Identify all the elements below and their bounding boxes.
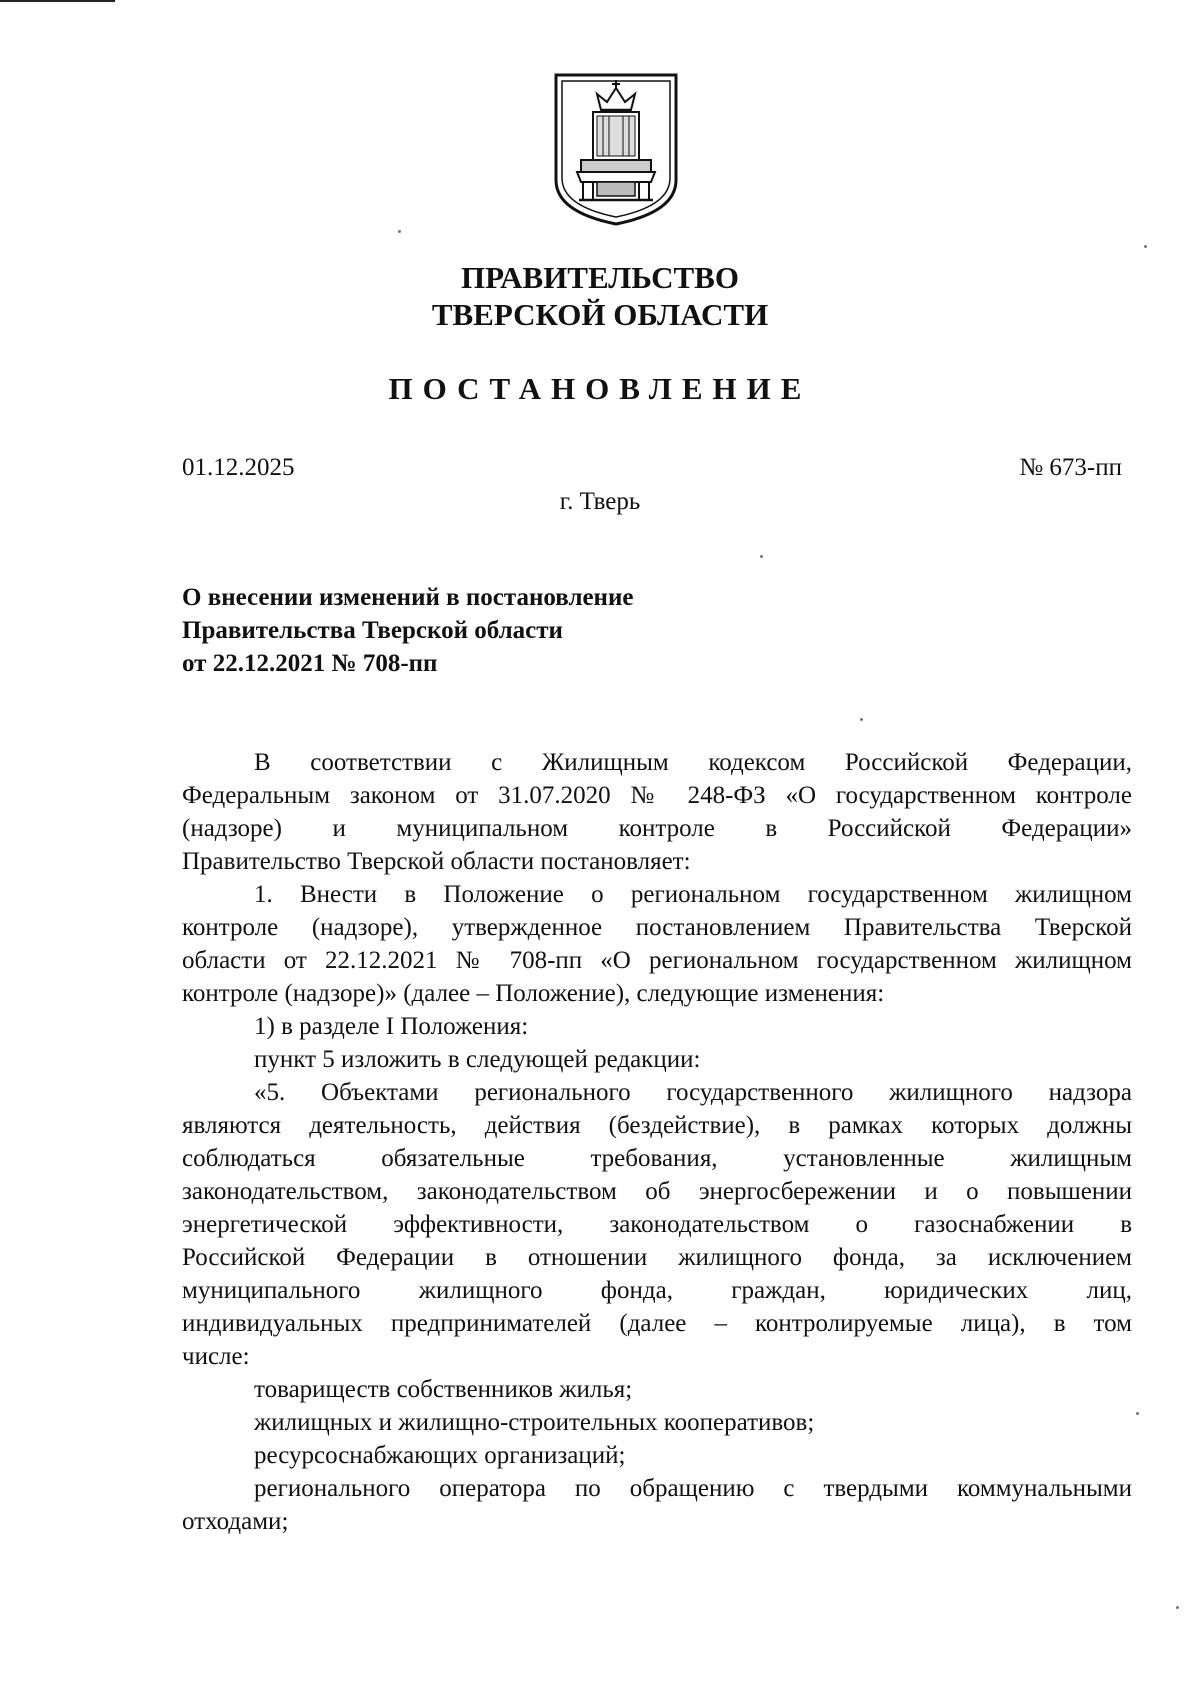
- body-line: соблюдаться обязательные требования, установленные жилищным: [182, 1145, 1132, 1172]
- document-number: № 673-пп: [1019, 454, 1122, 481]
- body-line: регионального оператора по обращению с твердыми коммунальными: [254, 1475, 1132, 1502]
- government-name-line1: ПРАВИТЕЛЬСТВО: [461, 260, 739, 295]
- subject-line: Правительства Тверской области: [182, 617, 563, 644]
- body-line: В соответствии с Жилищным кодексом Российской Федерации,: [254, 749, 1132, 776]
- subject-line: от 22.12.2021 № 708-пп: [182, 650, 438, 677]
- subject-line: О внесении изменений в постановление: [182, 584, 634, 611]
- body-line: энергетической эффективности, законодательством о газоснабжении в: [182, 1211, 1132, 1238]
- government-name-line2: ТВЕРСКОЙ ОБЛАСТИ: [431, 297, 769, 332]
- last-paragraph: [182, 1472, 1132, 1538]
- body-line: Федеральным законом от 31.07.2020 № 248-ФЗ «О государственном контроле: [182, 782, 1132, 809]
- body-line: законодательством, законодательством об энергосбережении и о повышении: [182, 1178, 1132, 1205]
- document-type: ПОСТАНОВЛЕНИЕ: [388, 371, 812, 406]
- body-line: области от 22.12.2021 № 708-пп «О региональном государственном жилищном: [182, 947, 1132, 974]
- subitem-1: 1) в разделе I Положения:: [254, 1013, 529, 1040]
- scan-edge-line: [0, 0, 115, 2]
- tver-coat-of-arms-icon: [553, 72, 679, 228]
- list-item: товариществ собственников жилья;: [254, 1376, 633, 1403]
- document-date: 01.12.2025: [182, 454, 295, 481]
- body-line: отходами;: [182, 1508, 289, 1535]
- body-line: 1. Внести в Положение о региональном государственном жилищном: [254, 881, 1132, 908]
- scan-speck: [760, 555, 763, 558]
- body-line: числе:: [182, 1343, 250, 1370]
- point-5-paragraph: [182, 1076, 1132, 1373]
- scan-speck: [1176, 1606, 1179, 1609]
- subitem-point-5: пункт 5 изложить в следующей редакции:: [254, 1046, 701, 1073]
- document-subject: [182, 581, 633, 680]
- scan-speck: [860, 718, 863, 721]
- body-line: контроле (надзоре), утвержденное постановлением Правительства Тверской: [182, 914, 1132, 941]
- body-line: контроле (надзоре)» (далее – Положение), следующие изменения:: [182, 980, 885, 1007]
- body-line: являются деятельность, действия (бездействие), в рамках которых должны: [182, 1112, 1132, 1139]
- scan-speck: [1136, 1412, 1139, 1415]
- body-line: индивидуальных предпринимателей (далее – контролируемые лица), в том: [182, 1310, 1132, 1337]
- list-item: жилищных и жилищно-строительных кооперативов;: [254, 1409, 815, 1436]
- body-line: (надзоре) и муниципальном контроле в Российской Федерации»: [182, 815, 1132, 842]
- scan-speck: [398, 230, 401, 233]
- document-body: [182, 746, 1132, 1538]
- document-city: г. Тверь: [559, 488, 641, 515]
- list-item: ресурсоснабжающих организаций;: [254, 1442, 626, 1469]
- scan-speck: [1144, 245, 1147, 248]
- item-1-paragraph: [182, 878, 1132, 1010]
- body-line: Российской Федерации в отношении жилищного фонда, за исключением: [182, 1244, 1132, 1271]
- intro-paragraph: [182, 746, 1132, 878]
- body-line: муниципального жилищного фонда, граждан, юридических лиц,: [182, 1277, 1132, 1304]
- body-line: Правительство Тверской области постановляет:: [182, 848, 691, 875]
- body-line: «5. Объектами регионального государственного жилищного надзора: [254, 1079, 1132, 1106]
